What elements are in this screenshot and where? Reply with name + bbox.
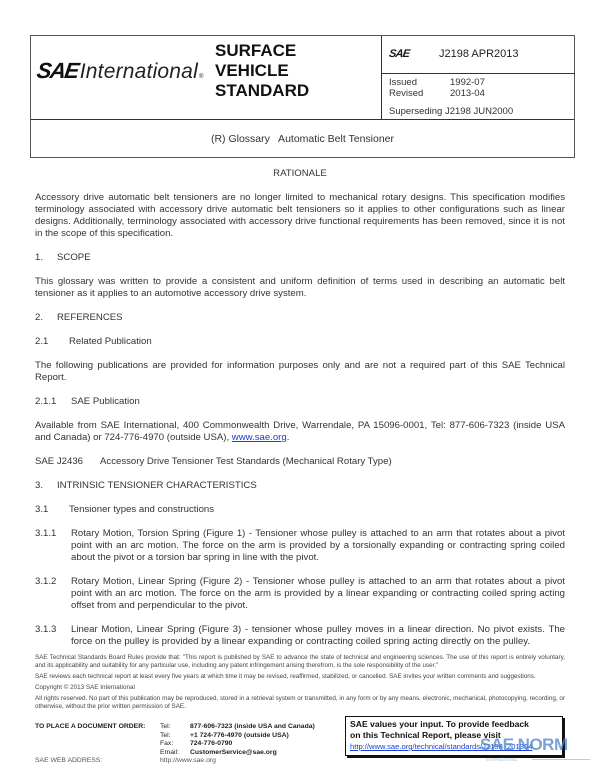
rationale-text: Accessory drive automatic belt tensioners are no longer limited to mechanical rotary designs. This specification modifies terminology associated with accessory drive automatic belt tensioners so it applies to other configurations such as linear designs. Additionally, terminology associated with accessory drive functional requirements has been removed, since it is not in the scope of this specification.	[35, 192, 565, 239]
section-number: 2.	[35, 312, 44, 323]
legal-footer	[35, 654, 565, 714]
section-scope-heading	[35, 252, 565, 264]
web-address-label: SAE WEB ADDRESS:	[35, 757, 103, 764]
fax-label: Fax:	[160, 740, 174, 747]
section-intrinsic-heading	[35, 480, 565, 492]
issued-label: Issued	[389, 77, 417, 88]
section-sae-publication-heading	[35, 396, 565, 408]
rights-reserved: All rights reserved. No part of this publication may be reproduced, stored in a retrieval system or transmitted, in any form or by any means, electronic, mechanical, photocopying, recording, or otherwise, without the prior written permission of SAE.	[35, 695, 565, 710]
reference-title: Accessory Drive Tensioner Test Standards (Mechanical Rotary Type)	[100, 456, 392, 467]
doc-type-line: STANDARD	[215, 81, 310, 100]
doc-number-cell	[382, 36, 575, 74]
feedback-line-1: SAE values your input. To provide feedback	[350, 719, 529, 729]
section-title: REFERENCES	[57, 312, 123, 323]
email-value[interactable]: CustomerService@sae.org	[190, 748, 277, 756]
section-tensioner-types-heading	[35, 504, 565, 516]
watermark-subtext: INTERNATIONAL	[486, 757, 518, 762]
tel2-value: +1 724-776-4970 (outside USA)	[190, 731, 289, 739]
section-title: SCOPE	[57, 252, 91, 263]
availability-text: Available from SAE International, 400 Commonwealth Drive, Warrendale, PA 15096-0001, Tel: 877-606-7323 (inside USA and Canada) or 724-776-4970 (outside USA),	[35, 420, 565, 443]
section-title: Tensioner types and constructions	[69, 504, 215, 515]
sae-publication-text	[35, 420, 565, 444]
definition-item	[35, 528, 565, 564]
definition-item	[35, 576, 565, 612]
reference-code: SAE J2436	[35, 456, 84, 467]
section-number: 3.	[35, 480, 44, 491]
item-number: 3.1.1	[35, 528, 57, 539]
header-right-cell	[381, 36, 575, 120]
section-title: INTRINSIC TENSIONER CHARACTERISTICS	[57, 480, 257, 491]
header-top-row	[31, 36, 574, 120]
section-number: 2.1.1	[35, 396, 57, 407]
section-related-publication-heading	[35, 336, 565, 348]
punctuation: .	[286, 432, 290, 443]
logo-brand: SAE	[35, 58, 80, 83]
copyright: Copyright © 2013 SAE International	[35, 684, 135, 691]
sae-website-link[interactable]: www.sae.org	[231, 432, 287, 443]
section-number: 2.1	[35, 336, 49, 347]
section-number: 1.	[35, 252, 44, 263]
related-publication-text: The following publications are provided for information purposes only and are not a required part of this SAE Technical Report.	[35, 360, 565, 383]
standards-board-rules: SAE Technical Standards Board Rules provide that: "This report is published by SAE to advance the state of technical and engineering sciences. The use of this report is entirely voluntary, and its applicability and suitability for any particular use, including any patent infringement arising therefrom, is the sole responsibility of the user."	[35, 654, 565, 669]
fax-value: 724-776-0790	[190, 740, 233, 747]
order-label: TO PLACE A DOCUMENT ORDER:	[35, 723, 146, 730]
superseding-note: Superseding J2198 JUN2000	[389, 106, 514, 117]
sae-mark-icon: SAE	[388, 48, 411, 60]
section-title: Related Publication	[69, 336, 152, 347]
item-text: Rotary Motion, Torsion Spring (Figure 1) - Tensioner whose pulley is attached to an arm that rotates about a pivot point with an arc motion. The force on the arm is provided by a torsionally expanding or contracting spring coiled about the pivot or a torsion bar spring in line with the pivot.	[71, 528, 565, 563]
section-number: 3.1	[35, 504, 49, 515]
web-address-link[interactable]: http://www.sae.org	[160, 757, 216, 764]
issued-value: 1992-07	[450, 77, 485, 88]
doc-type-line: VEHICLE	[215, 61, 289, 80]
document-body	[35, 168, 565, 660]
scope-text: This glossary was written to provide a consistent and uniform definition of terms used in describing an automatic belt tensioner as it applies to an automotive accessory drive system.	[35, 276, 565, 299]
feedback-link[interactable]: http://www.sae.org/technical/standards/J2198_201304	[350, 742, 533, 751]
document-number: J2198 APR2013	[439, 48, 519, 60]
document-title	[31, 120, 574, 158]
document-type	[215, 41, 309, 101]
tel-label: Tel:	[160, 723, 171, 730]
doc-type-line: SURFACE	[215, 41, 297, 60]
rationale-heading: RATIONALE	[273, 168, 327, 179]
title-text: (R) Glossary Automatic Belt Tensioner	[210, 133, 395, 145]
review-notice: SAE reviews each technical report at least every five years at which time it may be revised, reaffirmed, stabilized, or cancelled. SAE invites your written comments and suggestions.	[35, 673, 536, 680]
header-left-cell	[31, 36, 381, 120]
document-header	[30, 35, 575, 158]
sae-international-logo	[37, 58, 203, 84]
revision-cell	[382, 74, 575, 120]
trademark-icon: ®	[198, 74, 204, 80]
watermark-divider	[532, 759, 590, 760]
revised-value: 2013-04	[450, 88, 485, 99]
logo-suffix: International	[79, 60, 198, 83]
watermark-text: SAE NORM	[480, 735, 568, 754]
revised-label: Revised	[389, 88, 424, 99]
feedback-line-2: on this Technical Report, please visit	[350, 730, 501, 740]
item-number: 3.1.3	[35, 624, 57, 635]
tel2-label: Tel:	[160, 731, 171, 739]
item-number: 3.1.2	[35, 576, 57, 587]
section-title: SAE Publication	[71, 396, 140, 407]
email-label: Email:	[160, 748, 179, 756]
definition-item	[35, 624, 565, 648]
item-text: Linear Motion, Linear Spring (Figure 3) - tensioner whose pulley moves in a linear direction. No pivot exists. The force on the pulley is provided by a linear expanding or contracting coiled spring acting directly on the pulley.	[71, 624, 565, 647]
watermark-logo	[480, 735, 600, 775]
item-text: Rotary Motion, Linear Spring (Figure 2) - Tensioner whose pulley is attached to an arm that rotates about a pivot point with an arc motion. The force on the arm is provided by a linear expanding or contracting coiled spring acting offset from and perpendicular to the pivot.	[71, 576, 565, 611]
section-references-heading	[35, 312, 565, 324]
tel-value: 877-606-7323 (inside USA and Canada)	[190, 723, 315, 730]
reference-entry	[35, 456, 565, 468]
